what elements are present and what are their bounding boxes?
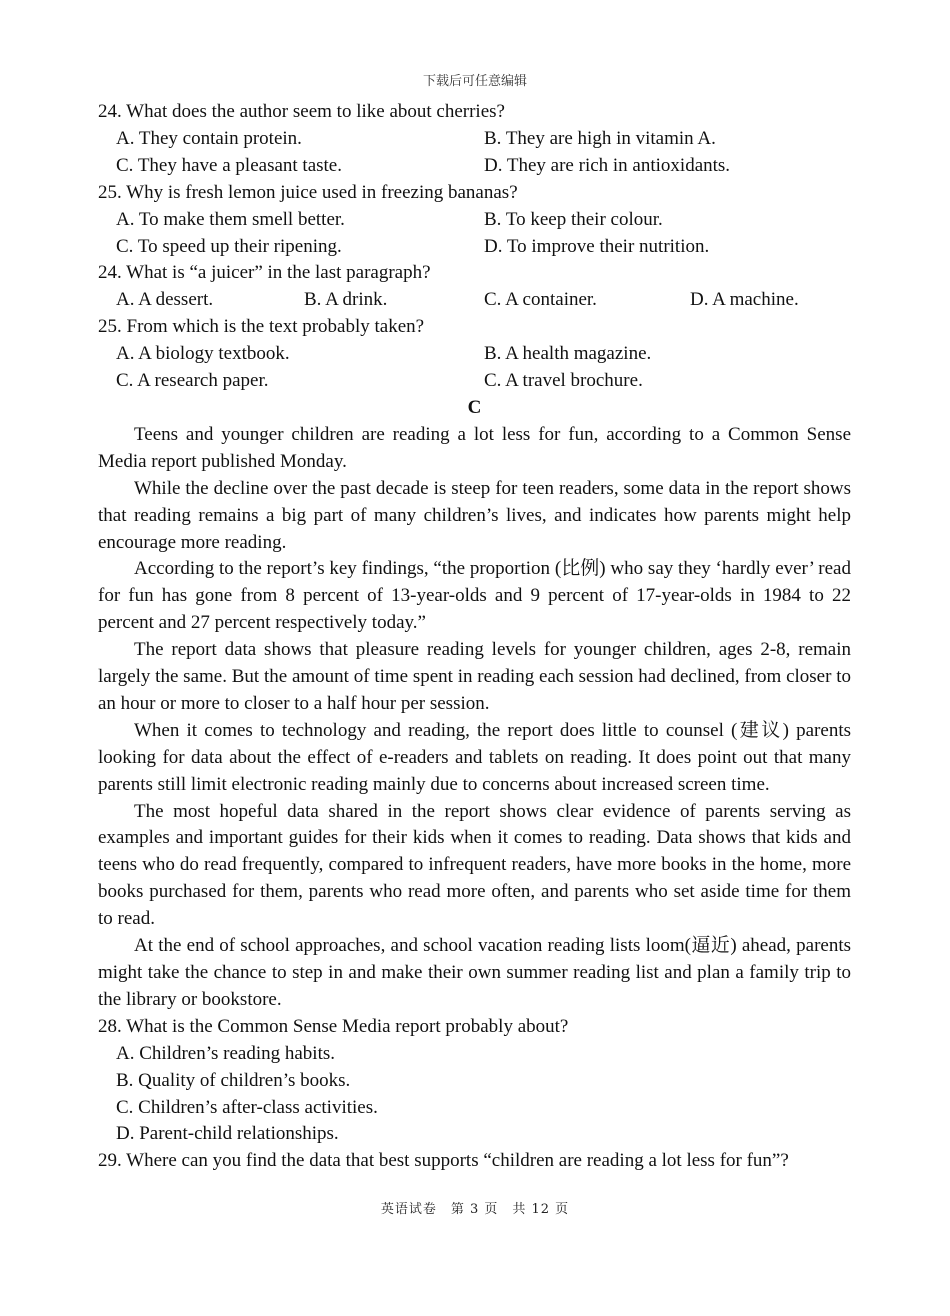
option-a: A. Children’s reading habits. xyxy=(116,1042,335,1064)
option-row xyxy=(98,234,851,261)
option-c: C. They have a pleasant taste. xyxy=(116,154,342,176)
option-row xyxy=(98,368,851,395)
passage-paragraph: The most hopeful data shared in the report shows clear evidence of parents serving as examples and important guides for their kids when it comes to reading. Data shows that kids and teens who do read frequently, compared to infrequent readers, have more books in the home, more books purchased for them, parents who read more often, and parents who set aside time for them to read. xyxy=(98,800,851,930)
option-c: C. A research paper. xyxy=(116,370,269,392)
passage-paragraph: Teens and younger children are reading a lot less for fun, according to a Common Sense Media report published Monday. xyxy=(98,423,851,472)
option-row xyxy=(98,341,851,368)
question-stem: 25. Why is fresh lemon juice used in freezing bananas? xyxy=(98,181,518,203)
option-row xyxy=(98,126,851,153)
option-row xyxy=(98,207,851,234)
option-a: A. They contain protein. xyxy=(116,127,302,149)
option-b: B. To keep their colour. xyxy=(484,208,663,230)
passage-paragraph: According to the report’s key findings, “the proportion (比例) who say they ‘hardly ever’ read for fun has gone from 8 percent of 13-year-olds and 9 percent of 17-year-olds in 1984 to 22 percent and 27 percent respectively today.” xyxy=(98,558,851,634)
passage-paragraph: When it comes to technology and reading, the report does little to counsel (建议) parents looking for data about the effect of e-readers and tablets on reading. It does point out that many parents still limit electronic reading mainly due to concerns about increased screen time. xyxy=(98,719,851,795)
option-c: C. Children’s after-class activities. xyxy=(116,1096,378,1118)
option-c: C. A container. xyxy=(484,289,597,311)
question-stem: 24. What does the author seem to like about cherries? xyxy=(98,101,505,122)
option-d: D. They are rich in antioxidants. xyxy=(484,154,731,176)
option-b: B. Quality of children’s books. xyxy=(116,1069,351,1091)
option-a: A. To make them smell better. xyxy=(116,208,345,230)
page-content xyxy=(98,99,851,1175)
option-b: B. A drink. xyxy=(304,289,388,311)
question-stem: 29. Where can you find the data that best supports “children are reading a lot less for fun”? xyxy=(98,1150,789,1172)
page-header: 下载后可任意编辑 xyxy=(422,74,527,89)
passage-paragraph: At the end of school approaches, and school vacation reading lists loom(逼近) ahead, parents might take the chance to step in and make their own summer reading list and plan a family trip to the library or bookstore. xyxy=(98,935,851,1010)
option-d: C. A travel brochure. xyxy=(484,370,643,392)
option-a: A. A dessert. xyxy=(116,289,214,311)
section-title: C xyxy=(467,396,482,418)
question-stem: 28. What is the Common Sense Media report probably about? xyxy=(98,1015,569,1037)
passage-paragraph: While the decline over the past decade is steep for teen readers, some data in the report shows that reading remains a big part of many children’s lives, and indicates how parents might help encourage more reading. xyxy=(98,477,851,553)
question-stem: 24. What is “a juicer” in the last paragraph? xyxy=(98,262,431,284)
option-d: D. A machine. xyxy=(690,289,799,311)
option-b: B. A health magazine. xyxy=(484,343,652,365)
question-stem: 25. From which is the text probably taken? xyxy=(98,316,425,338)
passage-paragraph: The report data shows that pleasure reading levels for younger children, ages 2-8, remain largely the same. But the amount of time spent in reading each session had declined, from closer to an hour or more to closer to a half hour per session. xyxy=(98,639,851,714)
option-d: D. To improve their nutrition. xyxy=(484,235,710,257)
option-row xyxy=(98,153,851,180)
page-footer: 英语试卷 第 3 页 共 12 页 xyxy=(380,1202,570,1217)
option-row xyxy=(98,287,851,314)
option-c: C. To speed up their ripening. xyxy=(116,235,342,257)
option-b: B. They are high in vitamin A. xyxy=(484,127,716,149)
option-d: D. Parent-child relationships. xyxy=(116,1123,339,1145)
option-a: A. A biology textbook. xyxy=(116,343,290,365)
